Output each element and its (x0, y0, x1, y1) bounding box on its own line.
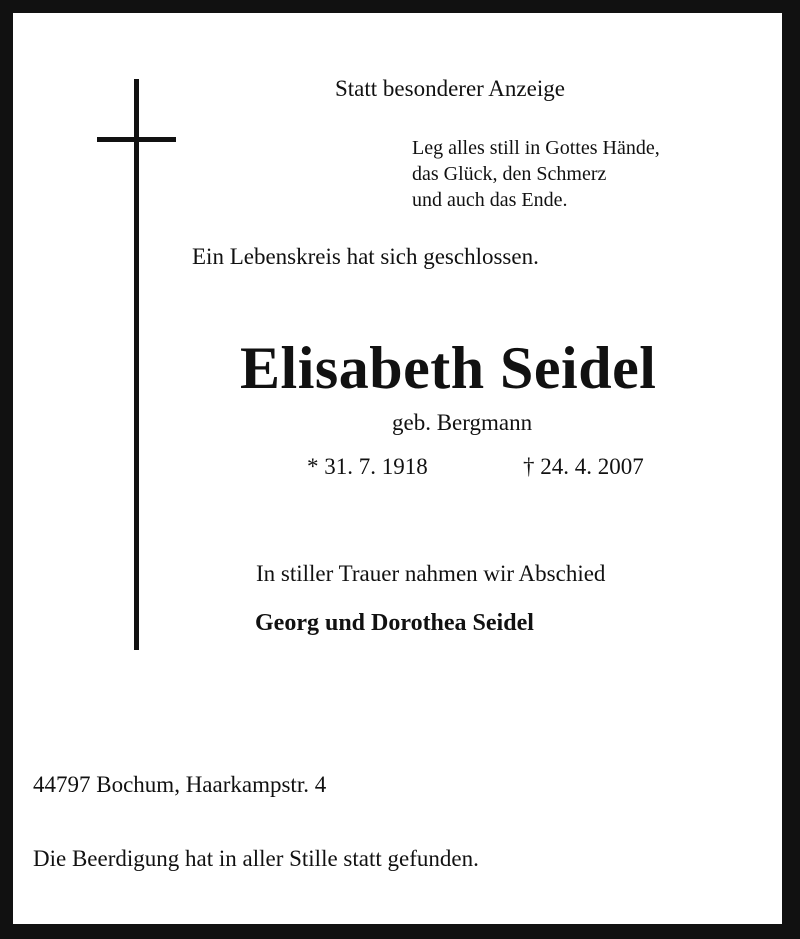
address: 44797 Bochum, Haarkampstr. 4 (33, 772, 327, 797)
deceased-name: Elisabeth Seidel (240, 335, 657, 401)
verse-block (412, 135, 660, 213)
birth-date: * 31. 7. 1918 (307, 454, 428, 479)
mourning-line: In stiller Trauer nahmen wir Abschied (256, 561, 606, 586)
verse-line-1: Leg alles still in Gottes Hände, (412, 137, 660, 159)
header-note: Statt besonderer Anzeige (335, 76, 565, 101)
maiden-name: geb. Bergmann (392, 410, 533, 435)
death-date: † 24. 4. 2007 (523, 454, 644, 479)
cross-icon-vertical-bar (134, 79, 139, 650)
life-circle-line: Ein Lebenskreis hat sich geschlossen. (192, 244, 539, 269)
family-names: Georg und Dorothea Seidel (255, 610, 534, 636)
cross-icon-horizontal-bar (97, 137, 176, 142)
funeral-note: Die Beerdigung hat in aller Stille statt gefunden. (33, 846, 479, 871)
verse-line-2: das Glück, den Schmerz (412, 163, 607, 185)
verse-line-3: und auch das Ende. (412, 189, 568, 211)
